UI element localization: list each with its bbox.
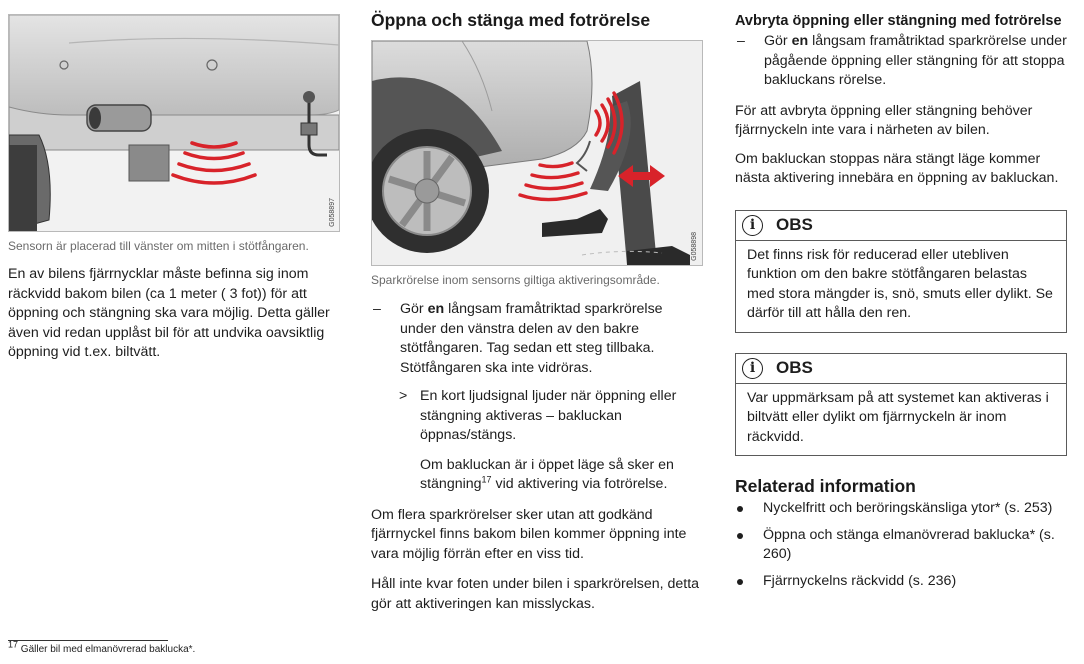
- sensor-position-illustration: [8, 14, 340, 232]
- kick-motion-illustration: [371, 40, 703, 266]
- step-text-before: Gör: [764, 33, 792, 49]
- multiple-kicks-paragraph: Om flera sparkrörelser sker utan att godkänd fjärrnyckel finns bakom bilen kommer öppning inte vara möjlig förrän efter en viss tid.: [371, 506, 687, 562]
- step-text-bold: en: [791, 33, 809, 49]
- range-paragraph: En av bilens fjärrnycklar måste befinna sig inom räckvidd bakom bilen (ca 1 meter ( 3 fot)) för att öppning och stängning ska vara möjlig. Detta gäller även vid redan upplåst bil för att undvika oavsiktlig öppning vid t.ex. biltvätt.: [8, 266, 330, 360]
- result-note-after: vid aktivering via fotrörelse.: [491, 476, 668, 492]
- result-marker: >: [399, 388, 408, 404]
- result-text: En kort ljudsignal ljuder när öppning eller stängning aktiveras – bakluckan öppnas/stängs.: [420, 388, 677, 443]
- right-column: [735, 0, 1067, 591]
- step-text-bold: en: [427, 301, 445, 317]
- foot-warning-paragraph: Håll inte kvar foten under bilen i sparkrörelsen, detta gör att aktiveringen kan misslyckas.: [371, 576, 700, 612]
- bullet-icon: [737, 533, 743, 539]
- footnote: [8, 639, 196, 655]
- step-text-after: långsam framåtriktad sparkrörelse under den vänstra delen av den bakre stötfångaren. Tag sedan ett steg tillbaka. Stötfångaren ska inte vidröras.: [400, 301, 663, 376]
- middle-column: [371, 0, 701, 614]
- related-link-text[interactable]: Nyckelfritt och beröringskänsliga ytor* (s. 253): [763, 500, 1053, 516]
- footnote-text: Gäller bil med elmanövrerad baklucka*.: [18, 644, 196, 655]
- figure-code: G058897: [329, 198, 336, 227]
- bumper-sensor-drawing: [9, 15, 339, 231]
- note-box-car-wash: [735, 353, 1067, 457]
- step-marker: –: [373, 301, 381, 317]
- note-header: [736, 211, 1066, 241]
- step-text-before: Gör: [400, 301, 428, 317]
- note-title: OBS: [776, 358, 813, 377]
- instruction-step: [371, 300, 701, 378]
- result-note: [371, 456, 701, 495]
- step-result: [371, 387, 701, 446]
- note-box-clean-bumper: [735, 210, 1067, 333]
- figure-code: G058898: [691, 232, 698, 261]
- note-title: OBS: [776, 215, 813, 234]
- step-text-after: långsam framåtriktad sparkrörelse under pågående öppning eller stängning för att stoppa bakluckans rörelse.: [764, 33, 1067, 88]
- bullet-icon: [737, 506, 743, 512]
- related-info-heading: Relaterad information: [735, 476, 916, 496]
- note-text: Det finns risk för reducerad eller utebliven funktion om den bakre stötfångaren belastas med stora mängder is, snö, smuts eller dylikt. Se därför till att hålla den ren.: [747, 246, 1053, 321]
- related-link[interactable]: [735, 526, 1067, 565]
- related-link-text[interactable]: Öppna och stänga elmanövrerad baklucka* (s. 260): [763, 526, 1055, 562]
- note-header: [736, 354, 1066, 384]
- section-heading: Öppna och stänga med fotrörelse: [371, 10, 651, 30]
- footnote-divider: [8, 640, 168, 641]
- figure-caption: Sensorn är placerad till vänster om mitten i stötfångaren.: [8, 239, 309, 253]
- info-icon: i: [742, 358, 763, 379]
- info-icon: i: [742, 215, 763, 236]
- interrupt-step: [735, 32, 1067, 91]
- related-link[interactable]: [735, 572, 1067, 592]
- note-text: Var uppmärksam på att systemet kan aktiveras i biltvätt eller dylikt om fjärrnyckeln är inom räckvidd.: [747, 389, 1049, 445]
- step-marker: –: [737, 33, 745, 49]
- left-column: [8, 0, 340, 363]
- subsection-heading: Avbryta öppning eller stängning med fotrörelse: [735, 13, 1062, 29]
- next-activation-paragraph: Om bakluckan stoppas nära stängt läge kommer nästa aktivering innebära en öppning av bakluckan.: [735, 150, 1059, 186]
- related-link[interactable]: [735, 499, 1067, 519]
- related-link-text[interactable]: Fjärrnyckelns räckvidd (s. 236): [763, 572, 957, 589]
- footnote-ref[interactable]: 17: [481, 474, 492, 485]
- footnote-number: 17: [8, 639, 19, 650]
- key-not-needed-paragraph: För att avbryta öppning eller stängning behöver fjärrnyckeln inte vara i närheten av bilen.: [735, 102, 1033, 138]
- bullet-icon: [737, 579, 743, 585]
- kick-motion-drawing: [372, 41, 702, 265]
- figure-caption: Sparkrörelse inom sensorns giltiga aktiveringsområde.: [371, 273, 660, 287]
- result-note-before: Om bakluckan är i öppet läge så sker en stängning: [420, 456, 674, 492]
